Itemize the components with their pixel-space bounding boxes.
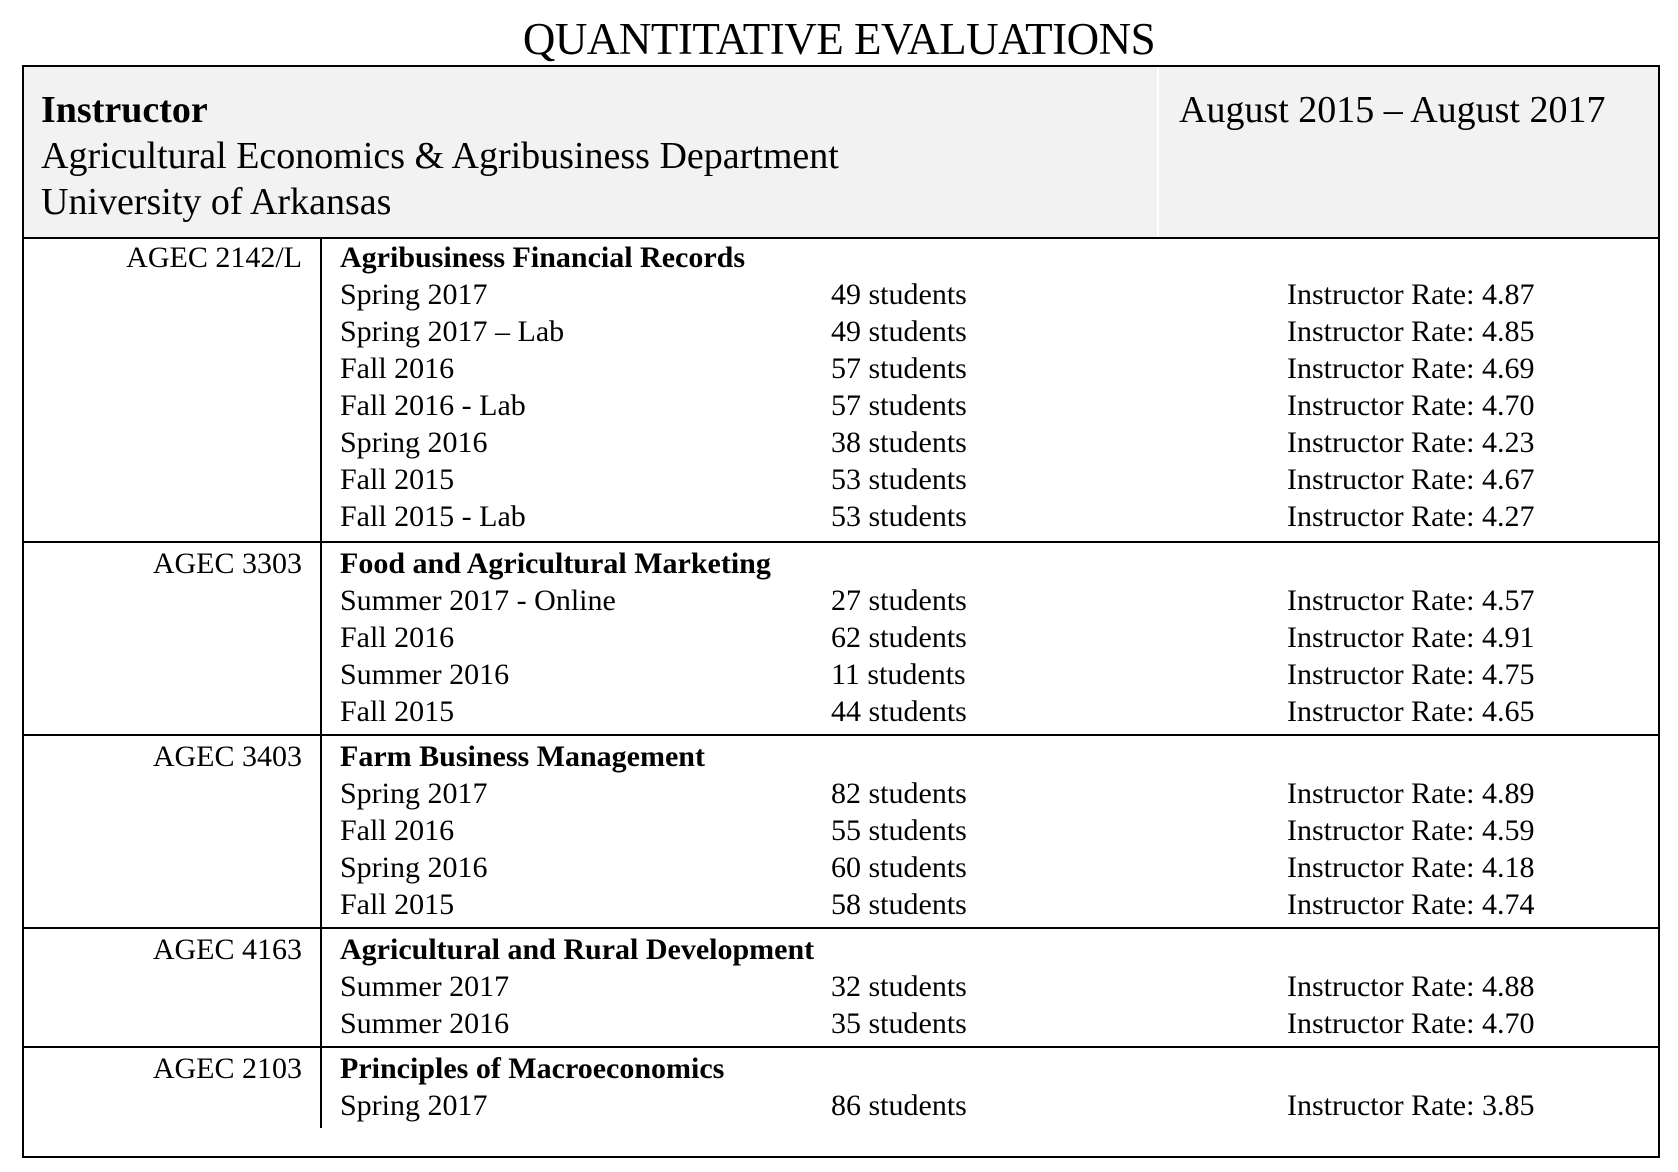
course-block [24,734,1658,927]
column-divider [320,237,322,541]
student-count: 58 students [831,888,967,921]
header-divider [1157,67,1159,237]
course-block [24,1046,1658,1128]
section-row [340,656,1640,694]
student-count: 44 students [831,695,967,728]
section-term: Fall 2015 [340,695,455,728]
section-row [340,276,1640,314]
course-title: Agricultural and Rural Development [340,933,815,966]
course-code: AGEC 3303 [152,547,302,580]
student-count: 32 students [831,970,967,1003]
course-block [24,927,1658,1046]
instructor-rate: Instructor Rate: 4.18 [1287,851,1535,884]
student-count: 57 students [831,352,967,385]
course-code: AGEC 2142/L [126,241,302,274]
section-term: Summer 2016 [340,658,510,691]
section-row [340,461,1640,499]
section-term: Spring 2017 [340,278,488,311]
table-header [24,67,1658,239]
course-title: Food and Agricultural Marketing [340,547,771,580]
section-row [340,582,1640,620]
course-title: Principles of Macroeconomics [340,1052,725,1085]
course-title: Agribusiness Financial Records [340,241,746,274]
student-count: 57 students [831,389,967,422]
instructor-rate: Instructor Rate: 4.59 [1287,814,1535,847]
student-count: 11 students [831,658,966,691]
section-row [340,812,1640,850]
section-row [340,387,1640,425]
section-term: Fall 2015 - Lab [340,500,526,533]
instructor-rate: Instructor Rate: 4.27 [1287,500,1535,533]
instructor-rate: Instructor Rate: 4.65 [1287,695,1535,728]
section-row [340,968,1640,1006]
evaluations-table [22,65,1660,1158]
section-term: Fall 2016 [340,352,455,385]
course-code: AGEC 3403 [152,740,302,773]
student-count: 53 students [831,463,967,496]
instructor-rate: Instructor Rate: 4.67 [1287,463,1535,496]
university-name: University of Arkansas [41,181,392,223]
instructor-rate: Instructor Rate: 4.89 [1287,777,1535,810]
student-count: 49 students [831,278,967,311]
course-block [24,541,1658,734]
section-term: Fall 2016 - Lab [340,389,526,422]
student-count: 55 students [831,814,967,847]
instructor-rate: Instructor Rate: 4.74 [1287,888,1535,921]
department-name: Agricultural Economics & Agribusiness Department [41,135,839,177]
instructor-rate: Instructor Rate: 4.57 [1287,584,1535,617]
course-code: AGEC 2103 [152,1052,302,1085]
section-row [340,1087,1640,1125]
date-range: August 2015 – August 2017 [1179,89,1606,131]
section-term: Spring 2016 [340,851,488,884]
section-row [340,498,1640,536]
student-count: 27 students [831,584,967,617]
student-count: 60 students [831,851,967,884]
section-term: Spring 2017 [340,1089,488,1122]
student-count: 38 students [831,426,967,459]
course-title: Farm Business Management [340,740,705,773]
student-count: 35 students [831,1007,967,1040]
student-count: 49 students [831,315,967,348]
instructor-rate: Instructor Rate: 4.70 [1287,1007,1535,1040]
section-term: Fall 2016 [340,814,455,847]
section-term: Spring 2016 [340,426,488,459]
instructor-rate: Instructor Rate: 3.85 [1287,1089,1535,1122]
instructor-rate: Instructor Rate: 4.91 [1287,621,1535,654]
page-title: QUANTITATIVE EVALUATIONS [522,14,1156,64]
instructor-rate: Instructor Rate: 4.87 [1287,278,1535,311]
student-count: 53 students [831,500,967,533]
section-row [340,350,1640,388]
section-row [340,886,1640,924]
section-row [340,313,1640,351]
section-row [340,775,1640,813]
column-divider [320,736,322,927]
instructor-rate: Instructor Rate: 4.85 [1287,315,1535,348]
instructor-rate: Instructor Rate: 4.69 [1287,352,1535,385]
section-row [340,849,1640,887]
student-count: 82 students [831,777,967,810]
student-count: 86 students [831,1089,967,1122]
instructor-rate: Instructor Rate: 4.75 [1287,658,1535,691]
section-term: Fall 2016 [340,621,455,654]
instructor-rate: Instructor Rate: 4.88 [1287,970,1535,1003]
section-row [340,424,1640,462]
column-divider [320,543,322,734]
course-code: AGEC 4163 [152,933,302,966]
column-divider [320,929,322,1046]
section-term: Fall 2015 [340,888,455,921]
student-count: 62 students [831,621,967,654]
section-term: Summer 2016 [340,1007,510,1040]
section-term: Spring 2017 – Lab [340,315,565,348]
instructor-rate: Instructor Rate: 4.23 [1287,426,1535,459]
section-row [340,693,1640,731]
section-row [340,619,1640,657]
instructor-rate: Instructor Rate: 4.70 [1287,389,1535,422]
course-block [24,237,1658,541]
section-term: Summer 2017 [340,970,510,1003]
section-row [340,1005,1640,1043]
section-term: Spring 2017 [340,777,488,810]
column-divider [320,1048,322,1128]
instructor-role: Instructor [41,89,208,131]
section-term: Fall 2015 [340,463,455,496]
section-term: Summer 2017 - Online [340,584,616,617]
